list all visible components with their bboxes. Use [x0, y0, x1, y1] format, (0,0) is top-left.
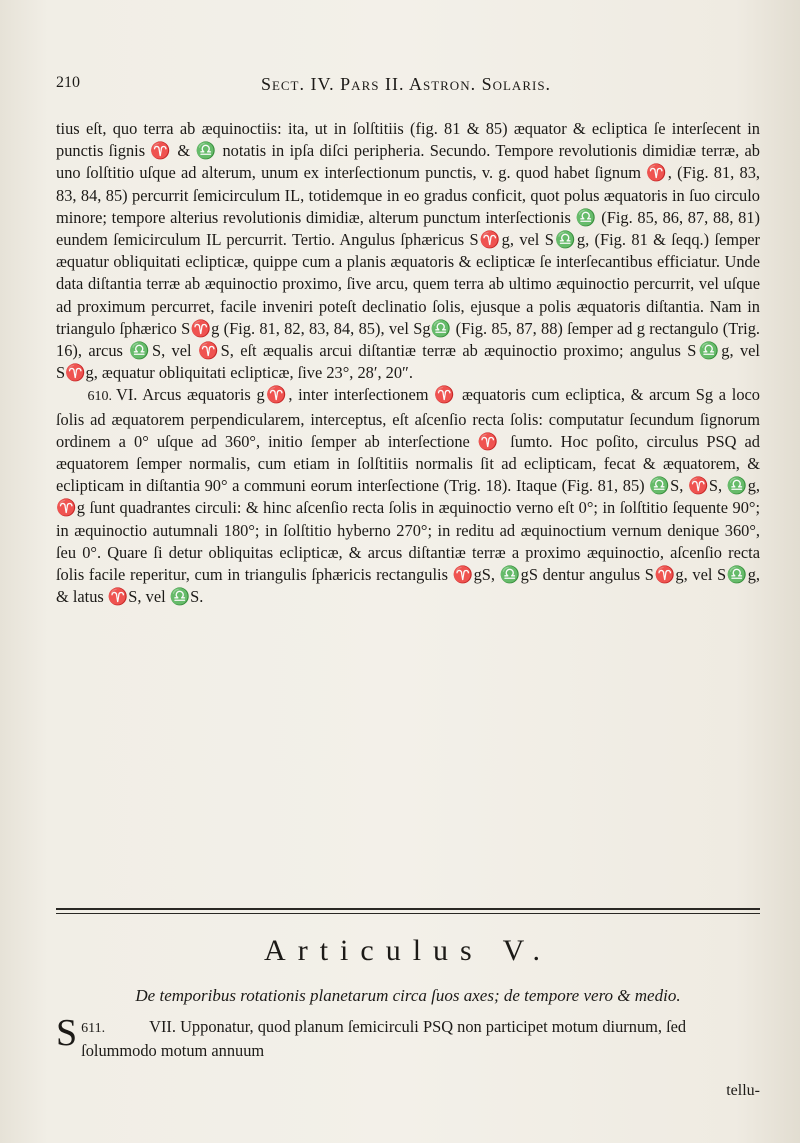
divider-rule — [56, 908, 760, 910]
paragraph-section-vi — [56, 384, 760, 608]
paragraph-continuation: tius eſt, quo terra ab æquinoctiis: ita, ut in ſolſtitiis (fig. 81 & 85) æquator & ecliptica ſe interſecent in punctis ſignis ♈ & ♎ notatis in ipſa diſci peripheria. Secundo. Tempore revolutionis dimidiæ terræ, ab uno ſolſtitio uſque ad alterum, unum ex interſectionum punctis, v. g. quod habet ſignum ♈, (Fig. 81, 83, 83, 84, 85) percurrit ſemicirculum IL, totidemque in eo gradus conficit, quot polus æquatoris in ſuo circulo minore; tempore alterius revolutionis dimidiæ, alterum punctum interſectionis ♎ (Fig. 85, 86, 87, 88, 81) eundem ſemicirculum IL percurrit. Tertio. Angulus ſphæricus S♈g, vel S♎g, (Fig. 81 & ſeqq.) ſemper æquatur obliquitati eclipticæ, quippe cum a planis æquatoris & eclipticæ ſe interſecantibus efficiatur. Unde data diſtantia terræ ab æquinoctio proximo, ſive arcu, quem terra ab ultimo æquinoctio percurrit, vel uſque ad proximum percurret, facile inveniri poteſt declinatio ſolis, ejusque a polis æquatoris diſtantia. Nam in triangulo ſphærico S♈g (Fig. 81, 82, 83, 84, 85), vel Sg♎ (Fig. 85, 87, 88) ſemper ad g rectangulo (Trig. 16), arcus ♎S, vel ♈S, eſt æqualis arcui diſtantiæ terræ ab æquinoctio proximo; angulus S♎g, vel S♈g, æquatur obliquitati eclipticæ, ſive 23°, 28′, 20″. — [56, 119, 760, 383]
page-number: 210 — [56, 74, 80, 91]
paragraph-section-vi-text: VI. Arcus æquatoris g♈, inter interſectionem ♈ æquatoris cum ecliptica, & arcum Sg a loco ſolis ad æquatorem perpendicularem, interceptus, eſt aſcenſio recta ſolis: computatur ſecundum ſignorum ordinem a 0° uſque ad 360°, initio ſemper ab interſectione ♈ ſumto. Hoc poſito, circulus PSQ ad æquatorem ſemper normalis, cum etiam in ſolſtitiis normalis ſit ad eclipticam, fecat & æquatorem, & eclipticam in diſtantia 90° a communi eorum interſectione (Trig. 18). Itaque (Fig. 81, 85) ♎S, ♈S, ♎g, ♈g ſunt quadrantes circuli: & hinc aſcenſio recta ſolis in æquinoctio verno eſt 0°; in ſolſtitio ſequente 90°; in æquinoctio autumnali 180°; in ſolſtitio hyberno 270°; in reditu ad æquinoctium vernum denique 360°, ſeu 0°. Quare ſi detur obliquitas eclipticæ, & arcus diſtantiæ terræ a proximo æquinoctio, aſcenſio recta ſolis facile reperitur, cum in triangulis ſphæricis rectangulis ♈gS, ♎gS dentur angulus S♈g, vel S♎g, & latus ♈S, vel ♎S. — [56, 385, 760, 607]
section-vii — [56, 1012, 760, 1062]
section-vii-text: VII. Upponatur, quod planum ſemicirculi PSQ non participet motum diurnum, ſed ſolummodo motum annuum — [81, 1017, 687, 1061]
section-number: 611. — [81, 1021, 106, 1036]
drop-cap: S — [56, 1012, 78, 1054]
article-heading: Articulus V. — [264, 934, 552, 967]
main-text — [56, 118, 760, 608]
section-number: 610. — [87, 389, 112, 405]
divider-rule-thin — [56, 913, 760, 914]
catchword: tellu- — [726, 1082, 760, 1099]
page-header — [56, 74, 756, 102]
running-head: Sect. IV. Pars II. Astron. Solaris. — [260, 74, 552, 94]
article-subtitle: De temporibus rotationis planetarum circa ſuos axes; de tempore vero & medio. — [135, 986, 681, 1005]
